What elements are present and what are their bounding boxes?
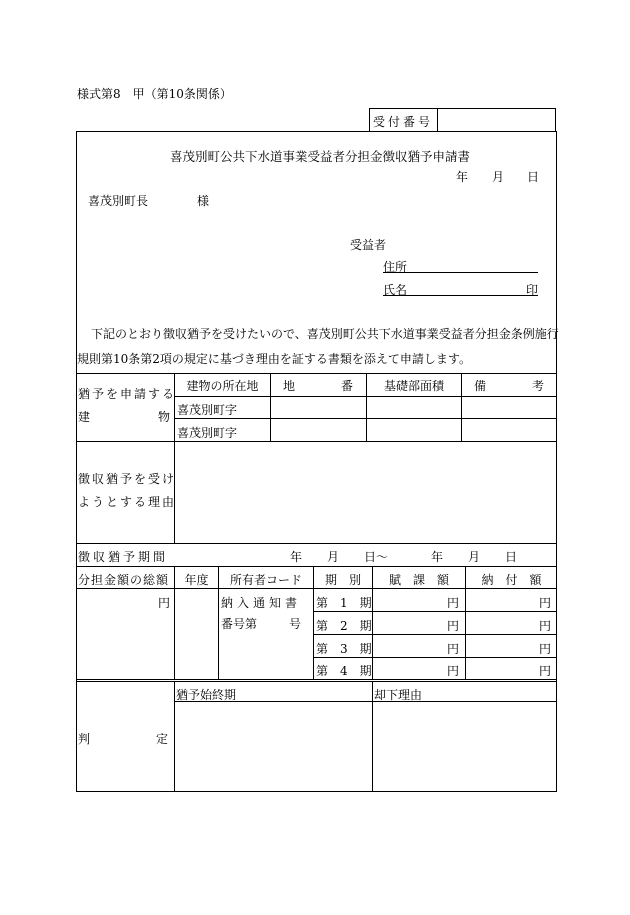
body-text-line2: 規則第10条第2項の規定に基づき理由を証する書類を添えて申請します。	[77, 352, 471, 366]
owner-code-header: 所有者コード	[229, 573, 302, 587]
paid-amount-header: 納 付 額	[481, 573, 542, 587]
assessed-yen-1: 円	[447, 596, 460, 610]
reason-label-line1: 徴収猶予を受け	[78, 472, 177, 486]
rejection-reason-label: 却下理由	[374, 688, 423, 702]
rejection-reason-field[interactable]	[374, 703, 555, 790]
paid-yen-3: 円	[539, 642, 552, 656]
reason-field[interactable]	[176, 443, 555, 541]
seal-mark: 印	[525, 283, 538, 297]
assessed-yen-2: 円	[447, 619, 460, 633]
total-amount-label: 分担金額の総額	[78, 573, 170, 587]
assessed-yen-3: 円	[447, 642, 460, 656]
name-field[interactable]	[383, 281, 538, 296]
paid-yen-1: 円	[539, 596, 552, 610]
installment-2-label: 第 2 期	[316, 619, 372, 633]
address-field[interactable]	[383, 258, 538, 273]
installment-3-label: 第 3 期	[316, 642, 372, 656]
period-from-year: 年	[290, 550, 303, 564]
assessed-yen-4: 円	[447, 664, 460, 678]
form-title: 喜茂別町公共下水道事業受益者分担金徴収猶予申請書	[170, 149, 471, 164]
name-label: 氏名	[383, 283, 408, 297]
paid-yen-4: 円	[539, 664, 552, 678]
notes-column-header: 備 考	[474, 379, 544, 393]
date-year: 年	[456, 170, 469, 184]
notice-label-line2: 番号第 号	[221, 617, 301, 631]
buildings-label-line2: 建 物	[78, 410, 170, 424]
total-amount-yen: 円	[158, 596, 171, 610]
form-number-label: 様式第8 甲（第10条関係）	[77, 87, 232, 101]
foundation-area-column-header: 基礎部面積	[383, 379, 444, 393]
lot-number-column-header: 地 番	[283, 379, 353, 393]
addressee: 喜茂別町長	[88, 194, 149, 208]
installment-4-label: 第 4 期	[316, 664, 372, 678]
building-location-1: 喜茂別町字	[177, 403, 238, 417]
deferral-end-field[interactable]	[176, 703, 371, 790]
fiscal-year-header: 年度	[184, 573, 209, 587]
buildings-label-line1: 猶予を申請する	[78, 387, 177, 401]
period-to-month: 月	[468, 550, 481, 564]
receipt-number-label: 受付番号	[372, 115, 433, 129]
applicant-heading: 受益者	[350, 238, 387, 252]
decision-label: 判 定	[78, 732, 168, 746]
assessed-amount-header: 賦 課 額	[388, 573, 449, 587]
location-column-header: 建物の所在地	[186, 379, 259, 393]
building-location-2: 喜茂別町字	[177, 426, 238, 440]
deferral-end-label: 猶予始終期	[176, 688, 237, 702]
body-text-line1: 下記のとおり徴収猶予を受けたいので、喜茂別町公共下水道事業受益者分担金条例施行	[91, 327, 559, 341]
installment-1-label: 第 1 期	[316, 596, 372, 610]
period-from-day: 日〜	[364, 550, 389, 564]
period-label: 徴収猶予期間	[78, 550, 169, 564]
date-day: 日	[527, 170, 540, 184]
installment-header: 期 別	[324, 573, 361, 587]
notice-label-line1: 納入通知書	[221, 596, 302, 610]
period-to-year: 年	[431, 550, 444, 564]
paid-yen-2: 円	[539, 619, 552, 633]
address-label: 住所	[383, 260, 408, 274]
reason-label-line2: ようとする理由	[78, 495, 177, 509]
period-from-month: 月	[327, 550, 340, 564]
receipt-number-field[interactable]	[438, 109, 555, 131]
honorific: 様	[197, 194, 210, 208]
period-to-day: 日	[505, 550, 518, 564]
date-month: 月	[492, 170, 505, 184]
